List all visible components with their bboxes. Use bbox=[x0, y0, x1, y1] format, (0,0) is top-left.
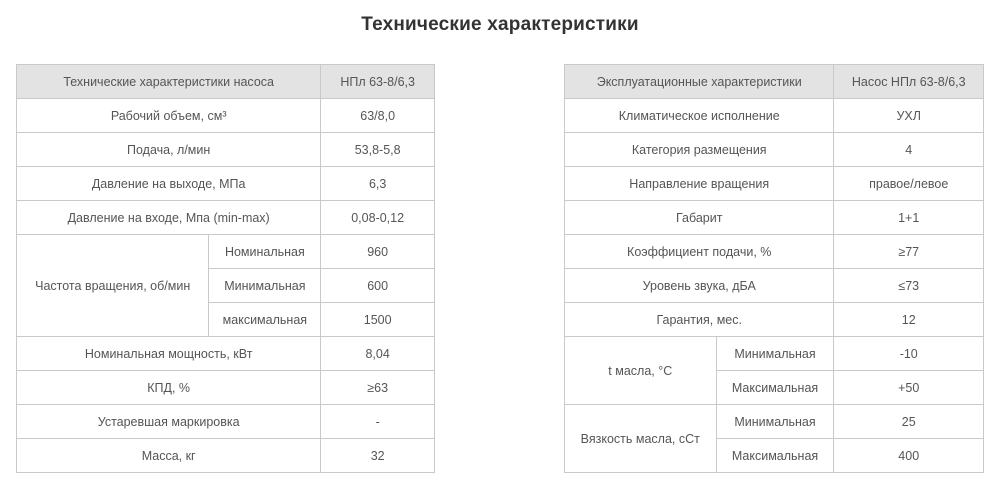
row-label: Коэффициент подачи, % bbox=[565, 235, 834, 269]
table-row bbox=[17, 99, 435, 133]
table-row bbox=[17, 201, 435, 235]
table-row bbox=[565, 235, 984, 269]
row-value: ≥77 bbox=[834, 235, 984, 269]
row-label: Устаревшая маркировка bbox=[17, 405, 321, 439]
row-label: КПД, % bbox=[17, 371, 321, 405]
sub-label: Минимальная bbox=[716, 405, 834, 439]
row-label: Категория размещения bbox=[565, 133, 834, 167]
operating-specs-table bbox=[564, 64, 984, 473]
table-row bbox=[565, 303, 984, 337]
table-row bbox=[17, 439, 435, 473]
table-row bbox=[17, 405, 435, 439]
table-row bbox=[17, 371, 435, 405]
row-value: 600 bbox=[321, 269, 435, 303]
row-value: 6,3 bbox=[321, 167, 435, 201]
row-label: Гарантия, мес. bbox=[565, 303, 834, 337]
table-row bbox=[17, 235, 435, 269]
table-header-row bbox=[17, 65, 435, 99]
header-cell: НПл 63-8/6,3 bbox=[321, 65, 435, 99]
table-row bbox=[565, 133, 984, 167]
row-label: Климатическое исполнение bbox=[565, 99, 834, 133]
row-value: правое/левое bbox=[834, 167, 984, 201]
row-value: 4 bbox=[834, 133, 984, 167]
row-label: t масла, °С bbox=[565, 337, 717, 405]
header-cell: Эксплуатационные характеристики bbox=[565, 65, 834, 99]
row-label: Давление на выходе, МПа bbox=[17, 167, 321, 201]
table-row bbox=[17, 337, 435, 371]
table-row bbox=[565, 99, 984, 133]
sub-label: Максимальная bbox=[716, 439, 834, 473]
row-value: -10 bbox=[834, 337, 984, 371]
row-label: Направление вращения bbox=[565, 167, 834, 201]
row-label: Габарит bbox=[565, 201, 834, 235]
pump-specs-table bbox=[16, 64, 435, 473]
row-value: 12 bbox=[834, 303, 984, 337]
row-label: Подача, л/мин bbox=[17, 133, 321, 167]
row-label: Уровень звука, дБА bbox=[565, 269, 834, 303]
table-row bbox=[565, 337, 984, 371]
sub-label: Минимальная bbox=[716, 337, 834, 371]
table-row bbox=[17, 167, 435, 201]
row-value: 960 bbox=[321, 235, 435, 269]
sub-label: максимальная bbox=[209, 303, 321, 337]
row-value: 1+1 bbox=[834, 201, 984, 235]
row-value: 400 bbox=[834, 439, 984, 473]
row-value: +50 bbox=[834, 371, 984, 405]
table-row bbox=[565, 269, 984, 303]
row-value: - bbox=[321, 405, 435, 439]
table-row bbox=[17, 133, 435, 167]
row-value: 25 bbox=[834, 405, 984, 439]
sub-label: Минимальная bbox=[209, 269, 321, 303]
row-value: 8,04 bbox=[321, 337, 435, 371]
row-value: УХЛ bbox=[834, 99, 984, 133]
row-value: 1500 bbox=[321, 303, 435, 337]
row-label: Рабочий объем, см³ bbox=[17, 99, 321, 133]
header-cell: Насос НПл 63-8/6,3 bbox=[834, 65, 984, 99]
table-row bbox=[565, 167, 984, 201]
table-row bbox=[565, 405, 984, 439]
row-value: 0,08-0,12 bbox=[321, 201, 435, 235]
page-title: Технические характеристики bbox=[361, 14, 639, 35]
row-label: Давление на входе, Мпа (min-max) bbox=[17, 201, 321, 235]
row-label: Масса, кг bbox=[17, 439, 321, 473]
row-value: ≥63 bbox=[321, 371, 435, 405]
row-value: 53,8-5,8 bbox=[321, 133, 435, 167]
row-label: Частота вращения, об/мин bbox=[17, 235, 209, 337]
header-cell: Технические характеристики насоса bbox=[17, 65, 321, 99]
row-label: Номинальная мощность, кВт bbox=[17, 337, 321, 371]
row-value: 32 bbox=[321, 439, 435, 473]
table-header-row bbox=[565, 65, 984, 99]
row-value: 63/8,0 bbox=[321, 99, 435, 133]
row-value: ≤73 bbox=[834, 269, 984, 303]
row-label: Вязкость масла, сСт bbox=[565, 405, 717, 473]
sub-label: Максимальная bbox=[716, 371, 834, 405]
sub-label: Номинальная bbox=[209, 235, 321, 269]
table-row bbox=[565, 201, 984, 235]
